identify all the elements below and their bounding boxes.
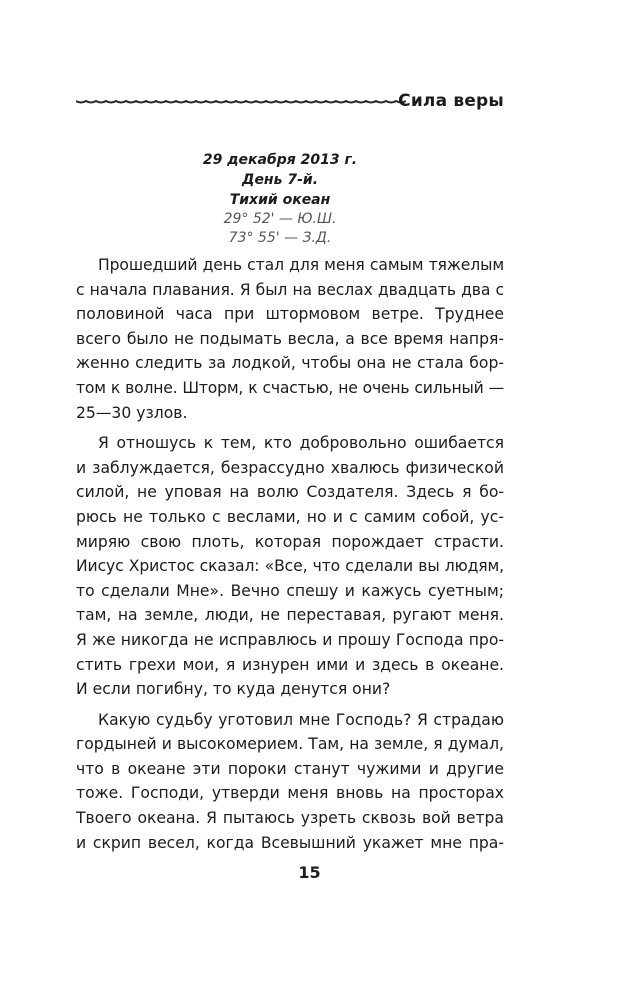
wave-rule-ornament bbox=[76, 94, 406, 108]
entry-day: День 7-й. bbox=[241, 172, 319, 188]
text-line: том к волне. Шторм, к счастью, не очень сильный — bbox=[76, 378, 504, 397]
paragraph-3 bbox=[76, 708, 504, 856]
text-line: Прошедший день стал для меня самым тяжелым bbox=[98, 256, 504, 274]
paragraph-1 bbox=[76, 253, 504, 425]
text-line: 25—30 узлов. bbox=[76, 403, 188, 422]
text-line: Иисус Христос сказал: «Все, что сделали вы людям, bbox=[76, 557, 504, 576]
text-line: миряю свою плоть, которая порождает страсти. bbox=[76, 532, 504, 551]
text-line: то сделали Мне». Вечно спешу и кажусь суетным; bbox=[76, 581, 504, 600]
body-text bbox=[76, 253, 504, 855]
page-number: 15 bbox=[298, 863, 321, 882]
paragraph-2 bbox=[76, 431, 504, 702]
entry-date: 29 декабря 2013 г. bbox=[202, 152, 358, 168]
section-title: Сила веры bbox=[398, 91, 504, 111]
text-line: силой, не уповая на волю Создателя. Здесь я бо- bbox=[76, 483, 504, 502]
text-line: и заблуждается, безрассудно хвалюсь физической bbox=[76, 458, 504, 477]
text-line: гордыней и высокомерием. Там, на земле, я думал, bbox=[76, 735, 504, 754]
text-line: всего было не подымать весла, а все время напря- bbox=[76, 329, 504, 348]
entry-latitude: 29° 52' — Ю.Ш. bbox=[223, 211, 337, 227]
entry-location: Тихий океан bbox=[229, 192, 331, 208]
text-line: рюсь не только с веслами, но и с самим собой, ус- bbox=[76, 507, 504, 526]
text-line: половиной часа при штормовом ветре. Труднее bbox=[76, 305, 504, 324]
text-line: женно следить за лодкой, чтобы она не стала бор- bbox=[76, 354, 504, 373]
text-line: И если погибну, то куда денутся они? bbox=[76, 680, 391, 699]
text-line: с начала плавания. Я был на веслах двадцать два с bbox=[76, 280, 504, 299]
text-line: и скрип весел, когда Всевышний укажет мне пра- bbox=[76, 833, 504, 852]
text-line: Какую судьбу уготовил мне Господь? Я страдаю bbox=[98, 710, 504, 729]
text-line: тоже. Господи, утверди меня вновь на просторах bbox=[76, 784, 504, 803]
text-line: что в океане эти пороки станут чужими и другие bbox=[76, 759, 504, 778]
text-line: стить грехи мои, я изнурен ими и здесь в океане. bbox=[76, 655, 504, 674]
text-line: Твоего океана. Я пытаюсь узреть сквозь вой ветра bbox=[76, 809, 504, 828]
text-line: Я же никогда не исправлюсь и прошу Господа про- bbox=[76, 630, 504, 649]
running-header bbox=[76, 90, 504, 116]
entry-heading bbox=[150, 150, 410, 248]
text-line: там, на земле, люди, не переставая, ругают меня. bbox=[76, 606, 504, 625]
entry-longitude: 73° 55' — З.Д. bbox=[228, 230, 332, 246]
text-line: Я отношусь к тем, кто добровольно ошибается bbox=[98, 434, 504, 453]
